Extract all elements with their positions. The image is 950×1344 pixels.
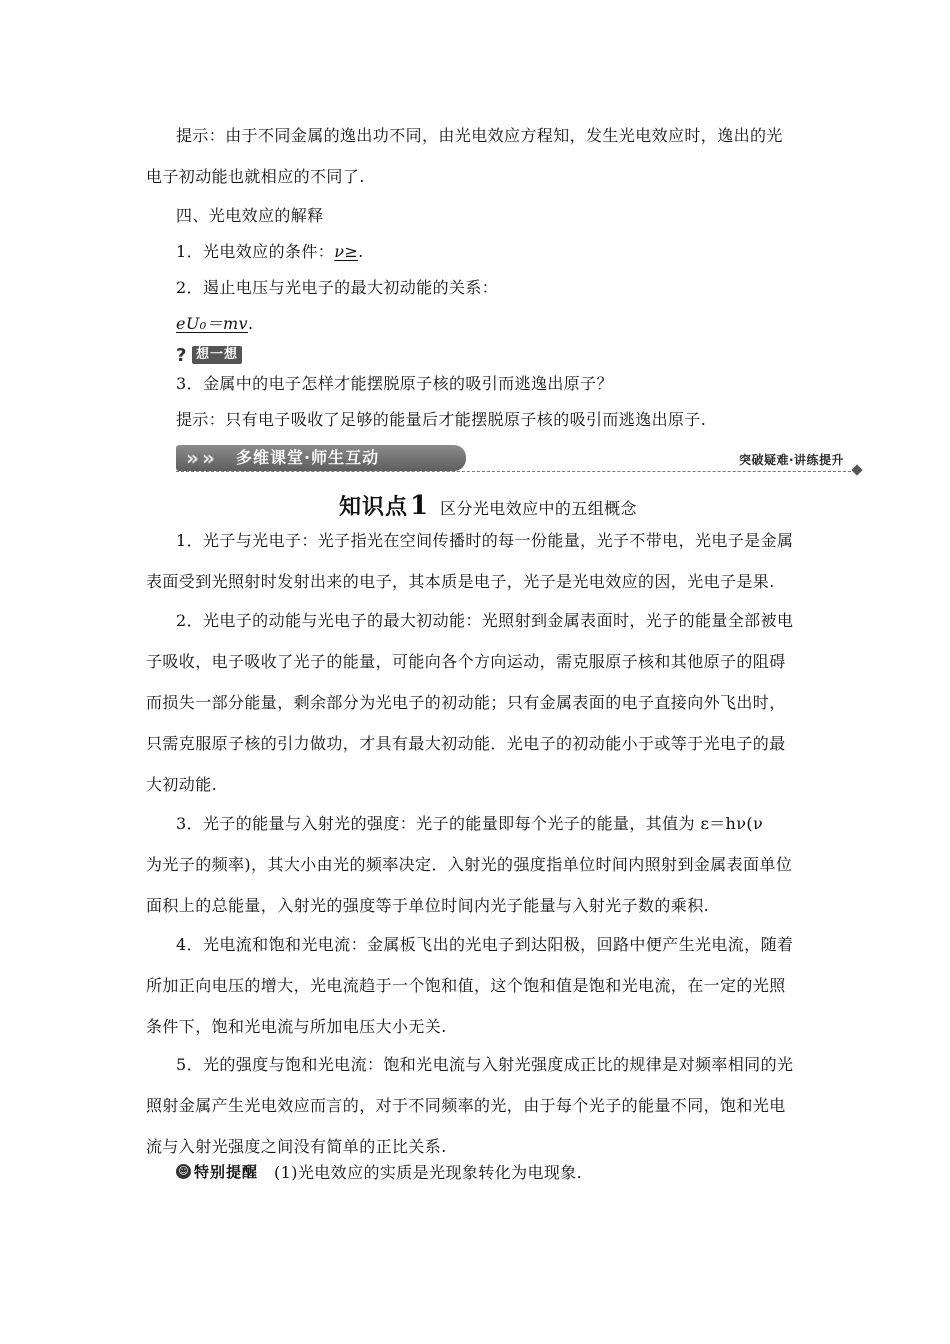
diamond-icon — [851, 464, 862, 475]
knowledge-point-number: 1 — [410, 491, 429, 521]
paragraph-2-line: 2．光电子的动能与光电子的最大初动能：光照射到金属表面时，光子的能量全部被电 — [176, 611, 794, 630]
hint-line-1: 提示：由于不同金属的逸出功不同，由光电效应方程知，发生光电效应时，逸出的光 — [176, 126, 783, 145]
smiley-icon: ☺ — [176, 1164, 191, 1179]
paragraph-2-line: 而损失一部分能量，剩余部分为光电子的初动能；只有金属表面的电子直接向外飞出时， — [146, 693, 786, 712]
banner-title: 多维课堂·师生互动 — [236, 448, 380, 467]
paragraph-4-line: 所加正向电压的增大，光电流趋于一个饱和值，这个饱和值是饱和光电流，在一定的光照 — [146, 976, 786, 995]
think-badge — [176, 345, 242, 365]
paragraph-5-line: 5．光的强度与饱和光电流：饱和光电流与入射光强度成正比的规律是对频率相同的光 — [176, 1055, 794, 1074]
question-mark-icon: ? — [176, 344, 187, 366]
section-banner — [176, 445, 866, 475]
condition-suffix: . — [358, 242, 364, 261]
chevron-right-icon: » — [186, 446, 199, 470]
paragraph-5-line: 流与入射光强度之间没有简单的正比关系. — [146, 1137, 447, 1156]
think-label: 想一想 — [192, 346, 242, 364]
condition-label: 1．光电效应的条件： — [176, 242, 335, 261]
stopping-voltage-item: 2．遏止电压与光电子的最大初动能的关系： — [176, 278, 499, 297]
paragraph-4-line: 条件下，饱和光电流与所加电压大小无关. — [146, 1017, 447, 1036]
knowledge-point-heading — [339, 490, 637, 521]
banner-subtitle: 突破疑难·讲练提升 — [738, 453, 844, 467]
knowledge-point-title: 区分光电效应中的五组概念 — [440, 499, 637, 518]
paragraph-2-line: 大初动能. — [146, 775, 218, 794]
paragraph-4-line: 4．光电流和饱和光电流：金属板飞出的光电子到达阳极，回路中便产生光电流，随着 — [176, 935, 794, 954]
chevron-right-icon: » — [202, 446, 215, 470]
paragraph-1-line: 表面受到光照射时发射出来的电子，其本质是电子，光子是光电效应的因，光电子是果. — [146, 572, 775, 591]
energy-formula — [176, 314, 253, 334]
paragraph-2-line: 只需克服原子核的引力做功，才具有最大初动能．光电子的初动能小于或等于光电子的最 — [146, 734, 786, 753]
think-question: 3．金属中的电子怎样才能摆脱原子核的吸引而逃逸出原子？ — [176, 374, 613, 393]
note-text: (1)光电效应的实质是光现象转化为电现象. — [274, 1163, 583, 1182]
banner-bar — [176, 445, 466, 471]
note-label: 特别提醒 — [194, 1163, 259, 1181]
condition-item — [176, 242, 364, 262]
knowledge-point-label: 知识点 — [339, 495, 409, 520]
condition-formula: ν≥ — [334, 242, 359, 261]
paragraph-3-line: 面积上的总能量，入射光的强度等于单位时间内光子能量与入射光子数的乘积. — [146, 896, 710, 915]
paragraph-3-line: 为光子的频率)，其大小由光的频率决定．入射光的强度指单位时间内照射到金属表面单位 — [146, 855, 793, 874]
hint-line-2: 电子初动能也就相应的不同了. — [146, 167, 365, 186]
banner-divider — [176, 471, 856, 472]
paragraph-2-line: 子吸收，电子吸收了光子的能量，可能向各个方向运动，需克服原子核和其他原子的阻碍 — [146, 652, 786, 671]
special-note — [176, 1160, 582, 1183]
section-heading: 四、光电效应的解释 — [176, 206, 324, 225]
paragraph-5-line: 照射金属产生光电效应而言的，对于不同频率的光，由于每个光子的能量不同，饱和光电 — [146, 1096, 786, 1115]
think-answer: 提示：只有电子吸收了足够的能量后才能摆脱原子核的吸引而逃逸出原子. — [176, 410, 707, 429]
paragraph-1-line: 1．光子与光电子：光子指光在空间传播时的每一份能量，光子不带电，光电子是金属 — [176, 531, 794, 550]
formula-suffix: . — [247, 314, 254, 333]
formula-text: eU₀＝mv — [176, 314, 248, 333]
paragraph-3-line: 3．光子的能量与入射光的强度：光子的能量即每个光子的能量，其值为 ε＝hν(ν — [176, 814, 764, 833]
